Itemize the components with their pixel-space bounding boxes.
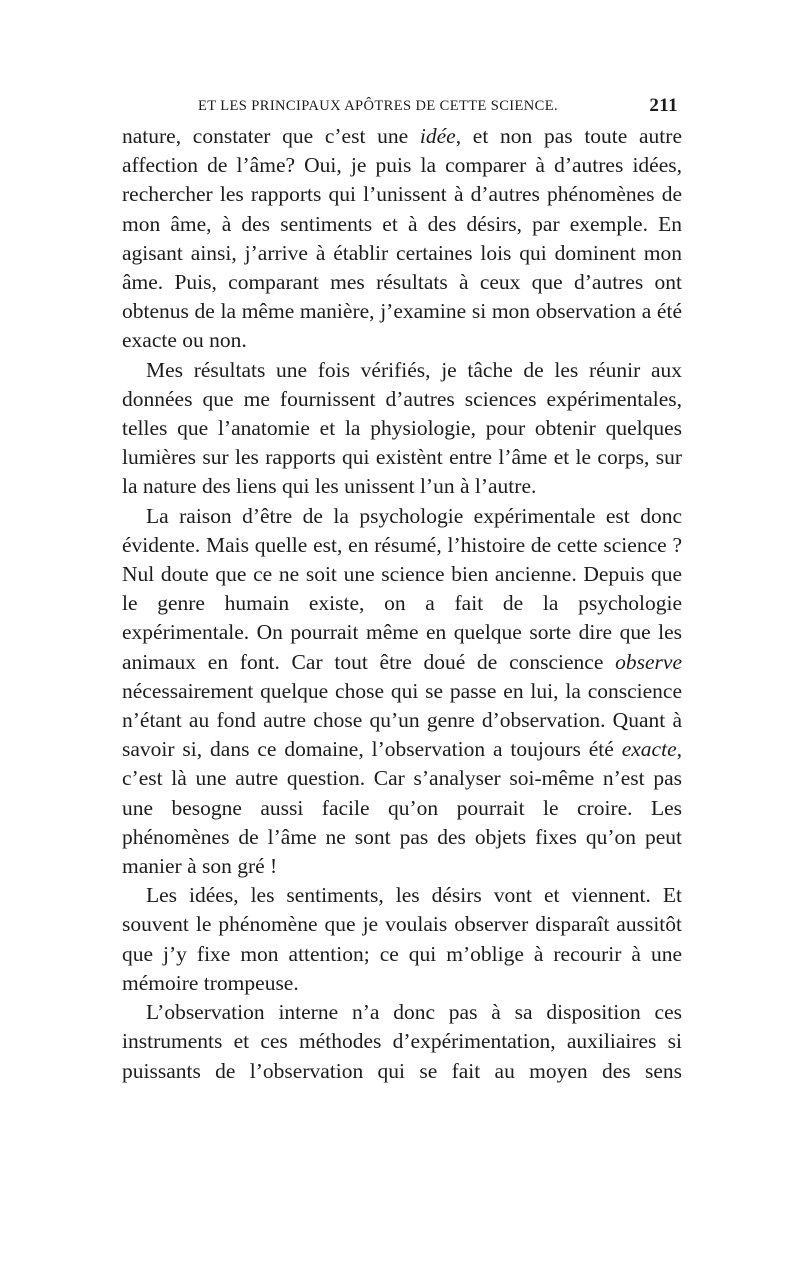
page-number: 211	[649, 95, 678, 116]
paragraph-1-text-b: , et non pas toute autre affection de l’âme? Oui, je puis la comparer à d’autres idées, rechercher les rapports qui l’unissent à d’autres phénomènes de mon âme, à des sentiments et à des désirs, par exemple. En agisant ainsi, j’arrive à établir certaines lois qui dominent mon âme. Puis, comparant mes résultats à ceux que d’autres ont obtenus de la même manière, j’examine si mon observation a été exacte ou non.	[122, 124, 682, 353]
paragraph-3-text-b: nécessairement quelque chose qui se passe en lui, la conscience n’étant au fond autre chose qu’un genre d’observation. Quant à savoir si, dans ce domaine, l’observation a toujours été	[122, 678, 682, 762]
running-header	[122, 94, 682, 120]
paragraph-3	[122, 502, 682, 882]
body-text	[122, 122, 682, 1086]
paragraph-2: Mes résultats une fois vérifiés, je tâche de les réunir aux données que me fournissent d’autres sciences expérimentales, telles que l’anatomie et la physiologie, pour obtenir quelques lumières sur les rapports qui existènt entre l’âme et le corps, sur la nature des liens qui les unissent l’un à l’autre.	[122, 357, 682, 499]
paragraph-3-text-c: , c’est là une autre question. Car s’analyser soi-même n’est pas une besogne aussi facile qu’on pourrait le croire. Les phénomènes de l’âme ne sont pas des objets fixes qu’on peut manier à son gré !	[122, 737, 682, 879]
running-title: ET LES PRINCIPAUX APÔTRES DE CETTE SCIENCE.	[198, 98, 558, 114]
paragraph-1	[122, 122, 682, 356]
paragraph-3-emphasis-observe: observe	[615, 649, 682, 674]
book-page	[122, 94, 682, 1086]
paragraph-5: L’observation interne n’a donc pas à sa disposition ces instruments et ces méthodes d’expérimentation, auxiliaires si puissants de l’observation qui se fait au moyen des sens	[122, 1000, 682, 1083]
paragraph-4: Les idées, les sentiments, les désirs vont et viennent. Et souvent le phénomène que je voulais observer disparaît aussitôt que j’y fixe mon attention; ce qui m’oblige à recourir à une mémoire trompeuse.	[122, 883, 682, 995]
paragraph-1-emphasis-idee: idée	[419, 124, 456, 148]
paragraph-3-text-a: La raison d’être de la psychologie expérimentale est donc évidente. Mais quelle est, en résumé, l’histoire de cette science ? Nul doute que ce ne soit une science bien ancienne. Depuis que le genre humain existe, on a fait de la psychologie expérimentale. On pourrait même en quelque sorte dire que les animaux en font. Car tout être doué de conscience	[122, 503, 682, 674]
paragraph-3-emphasis-exacte: exacte	[621, 737, 677, 762]
paragraph-1-text-a: nature, constater que c’est une	[122, 124, 420, 148]
